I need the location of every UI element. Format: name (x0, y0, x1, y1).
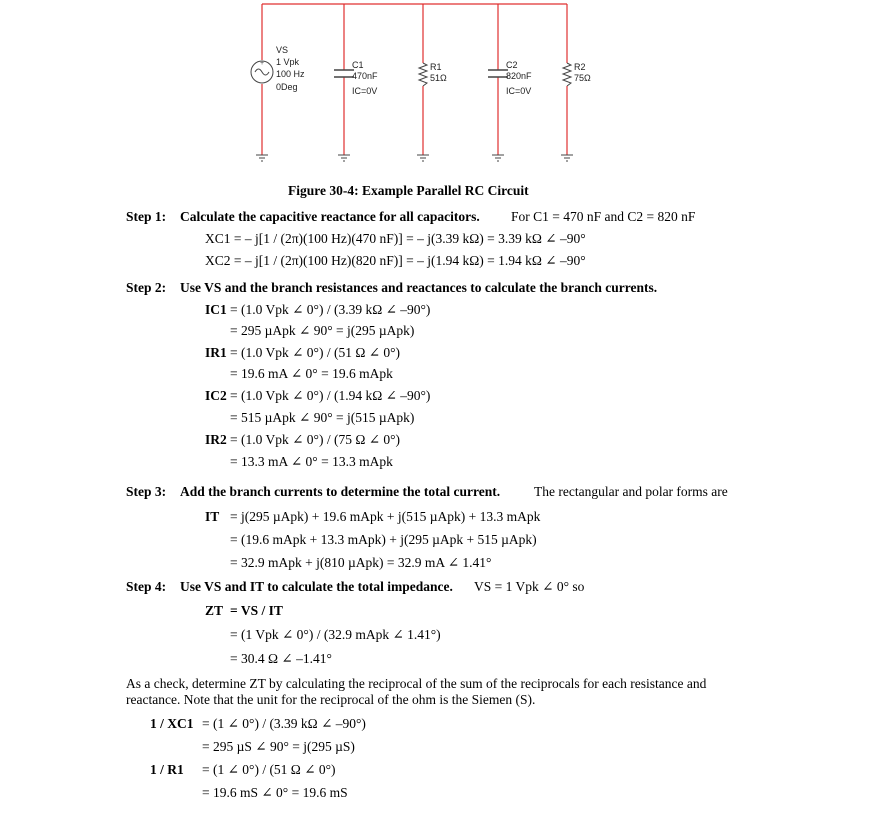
r2-value-label: 75Ω (574, 73, 591, 83)
step4-tail: VS = 1 Vpk ∠ 0° so (474, 579, 585, 594)
check-r1-symbol: 1 / R1 (150, 762, 184, 777)
step1-tail: For C1 = 470 nF and C2 = 820 nF (511, 209, 696, 224)
c2-capacitor-icon (488, 70, 508, 77)
step3-line2: = (19.6 mApk + 13.3 mApk) + j(295 µApk + 515 µApk) (230, 532, 537, 547)
step1-title: Calculate the capacitive reactance for all capacitors. (180, 209, 480, 224)
r2-resistor-icon (563, 63, 571, 86)
svg-text:+: + (260, 60, 265, 67)
step1-xc1-equation: XC1 = – j[1 / (2π)(100 Hz)(470 nF)] = – j(3.39 kΩ) = 3.39 kΩ ∠ –90° (205, 231, 586, 246)
c2-name-label: C2 (506, 60, 518, 70)
step3-title: Add the branch currents to determine the total current. (180, 484, 501, 499)
step4-zt-symbol: ZT (205, 603, 224, 618)
c2-value-label: 820nF (506, 71, 532, 81)
step1-label: Step 1: (126, 209, 167, 224)
step2-ir2-line2: = 13.3 mA ∠ 0° = 13.3 mApk (230, 454, 393, 469)
c1-capacitor-icon (334, 70, 354, 77)
r1-value-label: 51Ω (430, 73, 447, 83)
c1-ic-label: IC=0V (352, 86, 378, 96)
vs-frequency-label: 100 Hz (276, 69, 305, 79)
c2-ic-label: IC=0V (506, 86, 532, 96)
step2-ir1-symbol: IR1 (205, 345, 227, 360)
step3-line3: = 32.9 mApk + j(810 µApk) = 32.9 mA ∠ 1.41° (230, 555, 492, 570)
step2-label: Step 2: (126, 280, 167, 295)
check-paragraph-line1: As a check, determine ZT by calculating the reciprocal of the sum of the reciprocals for each resistance and (126, 676, 707, 691)
r1-name-label: R1 (430, 62, 442, 72)
step2-ic1-symbol: IC1 (205, 302, 227, 317)
step1-xc2-equation: XC2 = – j[1 / (2π)(100 Hz)(820 nF)] = – j(1.94 kΩ) = 1.94 kΩ ∠ –90° (205, 253, 586, 268)
step2-ic2-symbol: IC2 (205, 388, 227, 403)
check-xc1-line1: = (1 ∠ 0°) / (3.39 kΩ ∠ –90°) (202, 716, 366, 731)
r1-resistor-icon (419, 63, 427, 86)
step3-label: Step 3: (126, 484, 167, 499)
step2-title: Use VS and the branch resistances and reactances to calculate the branch currents. (180, 280, 658, 295)
vs-phase-label: 0Deg (276, 82, 298, 92)
step2-ic2-line1: = (1.0 Vpk ∠ 0°) / (1.94 kΩ ∠ –90°) (230, 388, 431, 403)
step2-ic2-line2: = 515 µApk ∠ 90° = j(515 µApk) (230, 410, 415, 425)
ground-icons (256, 155, 573, 161)
check-paragraph-line2: reactance. Note that the unit for the reciprocal of the ohm is the Siemen (S). (126, 692, 536, 707)
parallel-rc-schematic (0, 0, 892, 180)
figure-caption: Figure 30-4: Example Parallel RC Circuit (288, 183, 529, 198)
step3-it-symbol: IT (205, 509, 220, 524)
step4-title: Use VS and IT to calculate the total impedance. (180, 579, 453, 594)
check-xc1-symbol: 1 / XC1 (150, 716, 194, 731)
step4-line2: = 30.4 Ω ∠ –1.41° (230, 651, 332, 666)
vs-amplitude-label: 1 Vpk (276, 57, 300, 67)
step2-ic1-line1: = (1.0 Vpk ∠ 0°) / (3.39 kΩ ∠ –90°) (230, 302, 431, 317)
c1-value-label: 470nF (352, 71, 378, 81)
step4-zt-definition: = VS / IT (230, 603, 283, 618)
r2-name-label: R2 (574, 62, 586, 72)
step4-line1: = (1 Vpk ∠ 0°) / (32.9 mApk ∠ 1.41°) (230, 627, 441, 642)
step3-line1: = j(295 µApk) + 19.6 mApk + j(515 µApk) + 13.3 mApk (230, 509, 541, 524)
vs-name-label: VS (276, 45, 289, 55)
step2-ir2-line1: = (1.0 Vpk ∠ 0°) / (75 Ω ∠ 0°) (230, 432, 401, 447)
step2-ir2-symbol: IR2 (205, 432, 227, 447)
step4-label: Step 4: (126, 579, 167, 594)
step2-ir1-line1: = (1.0 Vpk ∠ 0°) / (51 Ω ∠ 0°) (230, 345, 401, 360)
check-xc1-line2: = 295 µS ∠ 90° = j(295 µS) (202, 739, 355, 754)
step2-ic1-line2: = 295 µApk ∠ 90° = j(295 µApk) (230, 323, 415, 338)
step2-ir1-line2: = 19.6 mA ∠ 0° = 19.6 mApk (230, 366, 393, 381)
check-r1-line1: = (1 ∠ 0°) / (51 Ω ∠ 0°) (202, 762, 336, 777)
c1-name-label: C1 (352, 60, 364, 70)
step3-tail: The rectangular and polar forms are (534, 484, 728, 499)
check-r1-line2: = 19.6 mS ∠ 0° = 19.6 mS (202, 785, 348, 800)
